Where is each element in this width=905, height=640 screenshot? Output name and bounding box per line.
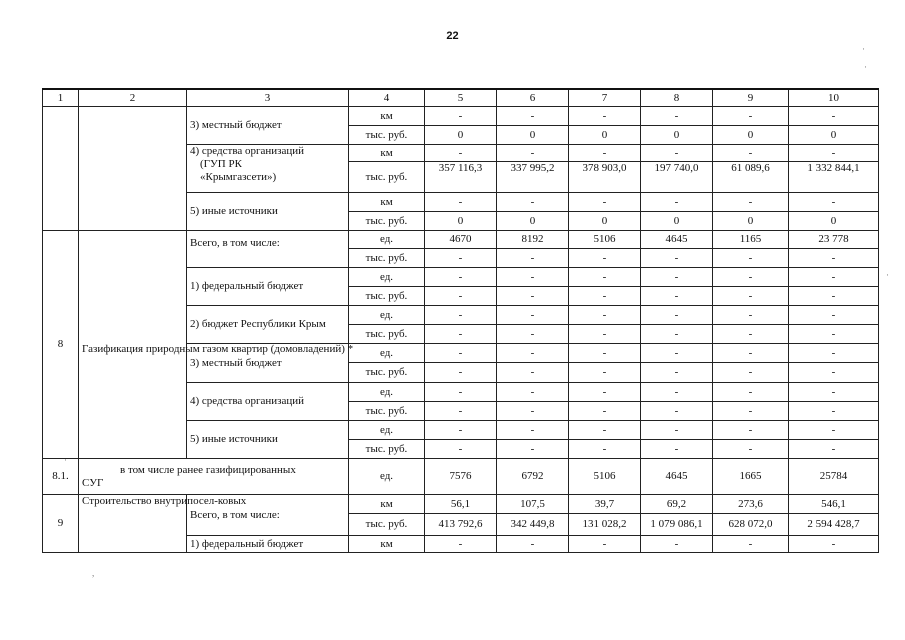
value-cell: -	[425, 268, 497, 287]
value-cell: -	[713, 287, 789, 306]
value-cell: -	[789, 145, 879, 162]
value-cell: 7576	[425, 459, 497, 495]
value-cell: 2 594 428,7	[789, 514, 879, 536]
empty-title-cell	[79, 107, 187, 231]
header-cell: 7	[569, 89, 641, 107]
row-label-line: (ГУП РК	[200, 158, 242, 170]
value-cell: -	[641, 306, 713, 325]
value-cell: 4645	[641, 459, 713, 495]
unit-cell: тыс. руб.	[349, 325, 425, 344]
value-cell: -	[569, 402, 641, 421]
row-label: 1) федеральный бюджет	[187, 268, 349, 306]
value-cell: -	[789, 268, 879, 287]
unit-cell: км	[349, 536, 425, 553]
section-number: 9	[43, 495, 79, 553]
value-cell: -	[641, 363, 713, 383]
value-cell: -	[789, 107, 879, 126]
value-cell: 0	[713, 212, 789, 231]
unit-cell: ед.	[349, 306, 425, 325]
value-cell: -	[789, 536, 879, 553]
value-cell: -	[569, 325, 641, 344]
value-cell: -	[569, 193, 641, 212]
unit-cell: тыс. руб.	[349, 126, 425, 145]
value-cell: -	[425, 107, 497, 126]
scan-mark: ·	[886, 270, 889, 280]
value-cell: 6792	[497, 459, 569, 495]
value-cell: 61 089,6	[713, 162, 789, 193]
value-cell: -	[569, 268, 641, 287]
section-title-line: СУГ	[82, 476, 104, 489]
value-cell: -	[789, 193, 879, 212]
value-cell: -	[789, 383, 879, 402]
value-cell: -	[789, 440, 879, 459]
value-cell: -	[713, 440, 789, 459]
value-cell: 0	[425, 126, 497, 145]
value-cell: -	[789, 363, 879, 383]
value-cell: 1665	[713, 459, 789, 495]
value-cell: -	[497, 536, 569, 553]
row-label	[187, 145, 349, 193]
value-cell: -	[641, 536, 713, 553]
value-cell: -	[713, 306, 789, 325]
unit-cell: ед.	[349, 383, 425, 402]
header-cell: 2	[79, 89, 187, 107]
row-label: 4) средства организаций	[187, 383, 349, 421]
value-cell: -	[789, 249, 879, 268]
value-cell: -	[713, 402, 789, 421]
value-cell: -	[569, 440, 641, 459]
unit-cell: тыс. руб.	[349, 249, 425, 268]
value-cell: 197 740,0	[641, 162, 713, 193]
value-cell: -	[713, 107, 789, 126]
unit-cell: тыс. руб.	[349, 212, 425, 231]
unit-cell: тыс. руб.	[349, 363, 425, 383]
value-cell: -	[789, 344, 879, 363]
value-cell: 69,2	[641, 495, 713, 514]
value-cell: -	[497, 440, 569, 459]
value-cell: -	[789, 421, 879, 440]
header-cell: 8	[641, 89, 713, 107]
value-cell: -	[425, 145, 497, 162]
value-cell: -	[425, 306, 497, 325]
value-cell: 1165	[713, 231, 789, 249]
row-label: 2) бюджет Республики Крым	[187, 306, 349, 344]
value-cell: -	[425, 536, 497, 553]
value-cell: 5106	[569, 231, 641, 249]
value-cell: -	[425, 325, 497, 344]
value-cell: 0	[569, 126, 641, 145]
value-cell: -	[641, 287, 713, 306]
value-cell: -	[569, 306, 641, 325]
value-cell: -	[569, 107, 641, 126]
value-cell: -	[713, 363, 789, 383]
unit-cell: км	[349, 193, 425, 212]
header-cell: 5	[425, 89, 497, 107]
value-cell: -	[641, 325, 713, 344]
value-cell: -	[497, 383, 569, 402]
row-label: 3) местный бюджет	[187, 344, 349, 383]
value-cell: 0	[569, 212, 641, 231]
unit-cell: км	[349, 107, 425, 126]
row-label: 3) местный бюджет	[187, 107, 349, 145]
value-cell: -	[569, 344, 641, 363]
table-row	[43, 107, 879, 126]
empty-number-cell	[43, 107, 79, 231]
header-row	[43, 89, 879, 107]
value-cell: 357 116,3	[425, 162, 497, 193]
value-cell: -	[641, 344, 713, 363]
scan-mark: ,	[92, 568, 95, 578]
header-cell: 6	[497, 89, 569, 107]
value-cell: -	[497, 249, 569, 268]
scan-mark: ·	[64, 455, 67, 465]
value-cell: 39,7	[569, 495, 641, 514]
value-cell: -	[713, 344, 789, 363]
value-cell: -	[789, 402, 879, 421]
value-cell: 8192	[497, 231, 569, 249]
section-title-line: в том числе ранее газифицированных	[120, 463, 296, 476]
row-label-line: 4) средства организаций	[190, 145, 305, 157]
value-cell: -	[713, 268, 789, 287]
table-row	[43, 231, 879, 249]
unit-cell: ед.	[349, 459, 425, 495]
value-cell: -	[497, 145, 569, 162]
value-cell: -	[425, 249, 497, 268]
value-cell: 0	[789, 212, 879, 231]
value-cell: -	[641, 249, 713, 268]
budget-table	[42, 88, 879, 553]
unit-cell: ед.	[349, 421, 425, 440]
section-8	[43, 231, 879, 459]
value-cell: -	[713, 421, 789, 440]
value-cell: -	[497, 421, 569, 440]
section-title: Газификация природным газом квартир (домовладений) *	[79, 231, 187, 459]
row-label: Всего, в том числе:	[187, 495, 349, 536]
value-cell: 273,6	[713, 495, 789, 514]
unit-cell: ед.	[349, 231, 425, 249]
value-cell: 0	[789, 126, 879, 145]
value-cell: 4670	[425, 231, 497, 249]
value-cell: -	[569, 536, 641, 553]
value-cell: 1 332 844,1	[789, 162, 879, 193]
value-cell: 5106	[569, 459, 641, 495]
value-cell: -	[497, 363, 569, 383]
value-cell: 4645	[641, 231, 713, 249]
value-cell: -	[425, 363, 497, 383]
value-cell: -	[713, 193, 789, 212]
value-cell: -	[789, 287, 879, 306]
value-cell: -	[497, 107, 569, 126]
value-cell: -	[789, 306, 879, 325]
value-cell: -	[425, 193, 497, 212]
value-cell: -	[497, 268, 569, 287]
value-cell: 25784	[789, 459, 879, 495]
value-cell: -	[713, 249, 789, 268]
value-cell: -	[789, 325, 879, 344]
value-cell: -	[425, 344, 497, 363]
row-label: Всего, в том числе:	[187, 231, 349, 268]
value-cell: -	[641, 440, 713, 459]
value-cell: -	[497, 344, 569, 363]
value-cell: 337 995,2	[497, 162, 569, 193]
header-cell: 1	[43, 89, 79, 107]
scan-mark: ·	[862, 44, 865, 54]
value-cell: -	[497, 306, 569, 325]
scan-mark: ·	[864, 62, 867, 72]
unit-cell: тыс. руб.	[349, 287, 425, 306]
value-cell: -	[425, 421, 497, 440]
value-cell: -	[641, 421, 713, 440]
section-number: 8.1.	[43, 459, 79, 495]
value-cell: 0	[425, 212, 497, 231]
unit-cell: ед.	[349, 268, 425, 287]
page-number: 22	[446, 30, 459, 42]
value-cell: -	[569, 363, 641, 383]
row-label-line: «Крымгазсети»)	[200, 171, 277, 183]
value-cell: -	[425, 287, 497, 306]
header-cell: 4	[349, 89, 425, 107]
row-label: 5) иные источники	[187, 193, 349, 231]
section-title: Строительство внутрипосел-ковых	[79, 495, 187, 553]
unit-cell: км	[349, 145, 425, 162]
value-cell: -	[641, 193, 713, 212]
value-cell: 107,5	[497, 495, 569, 514]
row-label: 1) федеральный бюджет	[187, 536, 349, 553]
value-cell: -	[641, 145, 713, 162]
value-cell: -	[641, 402, 713, 421]
value-cell: -	[713, 145, 789, 162]
value-cell: -	[713, 383, 789, 402]
value-cell: 56,1	[425, 495, 497, 514]
unit-cell: тыс. руб.	[349, 440, 425, 459]
section-title	[79, 459, 349, 495]
unit-cell: ед.	[349, 344, 425, 363]
value-cell: -	[425, 383, 497, 402]
value-cell: 131 028,2	[569, 514, 641, 536]
value-cell: 0	[497, 212, 569, 231]
unit-cell: тыс. руб.	[349, 162, 425, 193]
value-cell: -	[497, 287, 569, 306]
value-cell: -	[497, 193, 569, 212]
value-cell: 342 449,8	[497, 514, 569, 536]
value-cell: 1 079 086,1	[641, 514, 713, 536]
table-row	[43, 459, 879, 495]
value-cell: -	[497, 402, 569, 421]
value-cell: -	[641, 107, 713, 126]
value-cell: -	[497, 325, 569, 344]
header-cell: 10	[789, 89, 879, 107]
value-cell: -	[569, 287, 641, 306]
row-label: 5) иные источники	[187, 421, 349, 459]
value-cell: -	[569, 145, 641, 162]
value-cell: -	[425, 440, 497, 459]
value-cell: -	[569, 249, 641, 268]
value-cell: -	[641, 268, 713, 287]
value-cell: 628 072,0	[713, 514, 789, 536]
value-cell: -	[425, 402, 497, 421]
value-cell: 378 903,0	[569, 162, 641, 193]
value-cell: -	[569, 383, 641, 402]
table-row	[43, 495, 879, 514]
value-cell: -	[569, 421, 641, 440]
value-cell: -	[713, 536, 789, 553]
value-cell: 23 778	[789, 231, 879, 249]
value-cell: 0	[641, 126, 713, 145]
value-cell: 0	[641, 212, 713, 231]
unit-cell: тыс. руб.	[349, 514, 425, 536]
header-cell: 3	[187, 89, 349, 107]
section-number: 8	[43, 231, 79, 459]
value-cell: 0	[497, 126, 569, 145]
value-cell: 0	[713, 126, 789, 145]
unit-cell: тыс. руб.	[349, 402, 425, 421]
header-cell: 9	[713, 89, 789, 107]
value-cell: -	[641, 383, 713, 402]
value-cell: -	[713, 325, 789, 344]
value-cell: 546,1	[789, 495, 879, 514]
value-cell: 413 792,6	[425, 514, 497, 536]
unit-cell: км	[349, 495, 425, 514]
